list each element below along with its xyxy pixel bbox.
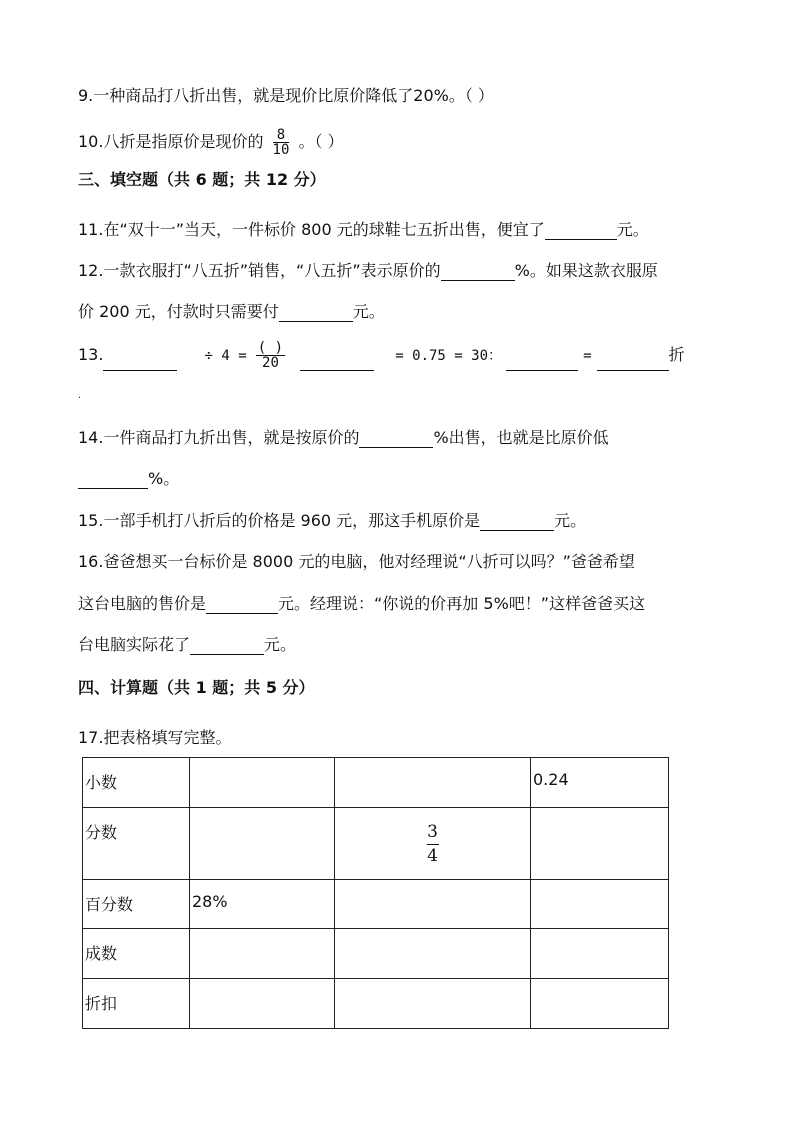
question-13-prefix: 13.: [78, 345, 104, 364]
question-11-prefix: 11.在“双十一”当天，一件标价 800 元的球鞋七五折出售，便宜了: [78, 220, 545, 239]
answer-cell[interactable]: [335, 929, 531, 979]
given-decimal-cell: 0.24: [531, 758, 669, 808]
question-16-line1: 16.爸爸想买一台标价是 8000 元的电脑，他对经理说“八折可以吗？”爸爸希望: [78, 552, 635, 571]
question-10-prefix: 10.八折是指原价是现价的: [78, 132, 264, 151]
answer-cell[interactable]: [531, 880, 669, 929]
question-10-suffix: 。（ ）: [298, 132, 344, 151]
fraction-three-quarters: [427, 823, 439, 866]
answer-blank[interactable]: [480, 515, 554, 531]
question-9: [78, 86, 494, 106]
section-4-heading: [78, 678, 315, 698]
answer-cell[interactable]: [335, 880, 531, 929]
conversion-table: [82, 757, 669, 1029]
section-3-title: 三、填空题（共 6 题；共 12 分）: [78, 170, 326, 189]
question-15: [78, 511, 586, 531]
question-10: [78, 127, 344, 157]
question-11: [78, 220, 649, 240]
question-14-line-2: [78, 469, 179, 489]
answer-blank[interactable]: [300, 355, 374, 371]
question-12-line-2: [78, 302, 385, 322]
question-12-line2-suffix: 元。: [352, 302, 385, 321]
question-12-line-1: [78, 261, 658, 281]
fraction-denominator: 20: [262, 355, 279, 371]
answer-cell[interactable]: [531, 979, 669, 1029]
table-row: [83, 979, 669, 1029]
question-15-suffix: 元。: [554, 511, 587, 530]
fraction-denominator: 10: [272, 142, 290, 158]
row-label-chengshu: 成数: [83, 929, 190, 979]
question-13-equation: = 0.75 = 30：: [395, 348, 502, 364]
fraction-eight-tenths: [272, 127, 290, 158]
answer-cell[interactable]: [190, 808, 335, 880]
fraction-numerator: 3: [427, 821, 438, 842]
question-14-suffix: %出售，也就是比原价低: [433, 428, 609, 447]
answer-cell[interactable]: [531, 808, 669, 880]
question-13-equals: =: [583, 348, 592, 364]
fraction-blank-over-twenty: [256, 340, 285, 371]
question-16-line-1: [78, 552, 635, 572]
answer-blank[interactable]: [190, 639, 264, 655]
answer-blank[interactable]: [597, 355, 669, 371]
answer-blank[interactable]: [545, 224, 617, 240]
question-13-suffix: 折: [668, 345, 685, 364]
fraction-numerator: ( ): [257, 340, 284, 356]
fraction-denominator: 4: [427, 845, 438, 866]
question-14-prefix: 14.一件商品打九折出售，就是按原价的: [78, 428, 360, 447]
question-16-line2-prefix: 这台电脑的售价是: [78, 594, 207, 613]
question-11-suffix: 元。: [616, 220, 649, 239]
answer-cell[interactable]: [335, 979, 531, 1029]
answer-blank[interactable]: [279, 306, 353, 322]
answer-cell[interactable]: [190, 758, 335, 808]
question-16-line3-prefix: 台电脑实际花了: [78, 635, 191, 654]
fraction-bar: [427, 844, 439, 845]
question-9-text: 9.一种商品打八折出售，就是现价比原价降低了20%。（ ）: [78, 86, 494, 105]
answer-blank[interactable]: [506, 355, 578, 371]
answer-blank[interactable]: [206, 598, 278, 614]
trailing-dot: .: [78, 390, 82, 401]
answer-blank[interactable]: [78, 473, 148, 489]
question-17: [78, 728, 231, 748]
given-fraction-cell: [335, 808, 531, 880]
question-13-division: ÷ 4 =: [204, 348, 247, 364]
answer-cell[interactable]: [531, 929, 669, 979]
question-12-suffix: %。如果这款衣服原: [514, 261, 658, 280]
question-17-text: 17.把表格填写完整。: [78, 728, 232, 747]
table-row: [83, 929, 669, 979]
question-14-line2-suffix: %。: [148, 469, 180, 488]
question-16-line-2: [78, 594, 645, 614]
row-label-decimal: 小数: [83, 758, 190, 808]
section-3-heading: [78, 170, 326, 190]
table-row: [83, 808, 669, 880]
row-label-discount: 折扣: [83, 979, 190, 1029]
question-16-line2-suffix: 元。经理说：“你说的价再加 5%吧！”这样爸爸买这: [278, 594, 646, 613]
answer-blank[interactable]: [103, 355, 177, 371]
section-4-title: 四、计算题（共 1 题；共 5 分）: [78, 678, 315, 697]
question-13-trailing-dot: [78, 386, 81, 406]
answer-cell[interactable]: [335, 758, 531, 808]
question-16-line3-suffix: 元。: [264, 635, 297, 654]
answer-cell[interactable]: [190, 929, 335, 979]
fraction-numerator: 8: [276, 127, 286, 143]
question-14-line-1: [78, 428, 609, 448]
answer-cell[interactable]: [190, 979, 335, 1029]
question-12-line2-prefix: 价 200 元，付款时只需要付: [78, 302, 279, 321]
question-13: [78, 340, 685, 371]
question-16-line-3: [78, 635, 296, 655]
question-12-prefix: 12.一款衣服打“八五折”销售，“八五折”表示原价的: [78, 261, 441, 280]
row-label-fraction: 分数: [83, 808, 190, 880]
table-row: [83, 758, 669, 808]
row-label-percent: 百分数: [83, 880, 190, 929]
given-percent-cell: 28%: [190, 880, 335, 929]
question-15-prefix: 15.一部手机打八折后的价格是 960 元，那这手机原价是: [78, 511, 481, 530]
answer-blank[interactable]: [441, 265, 515, 281]
table-row: [83, 880, 669, 929]
answer-blank[interactable]: [359, 432, 433, 448]
